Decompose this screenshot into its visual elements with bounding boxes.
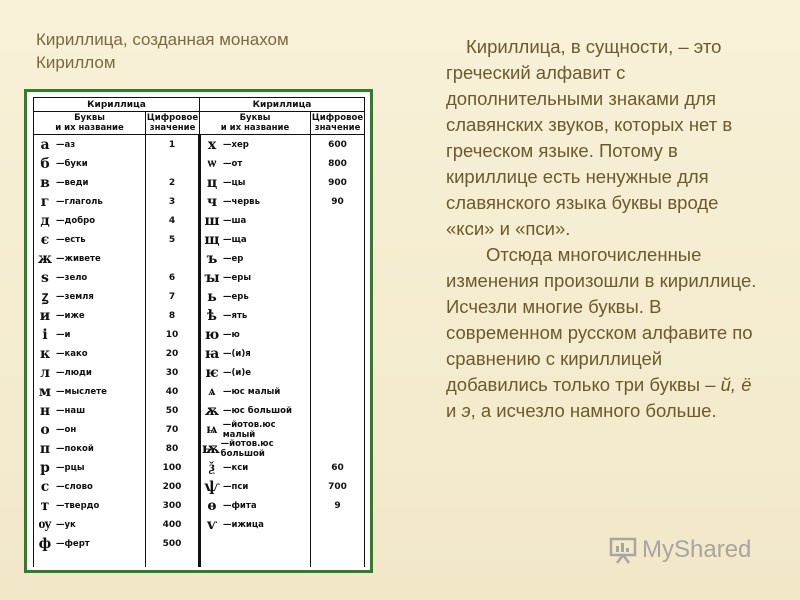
- numeric-value: 1: [168, 139, 176, 150]
- numeric-value: 200: [162, 481, 182, 492]
- numeric-value: 2: [168, 177, 176, 188]
- letter-name: —ща: [223, 234, 247, 245]
- cyrillic-glyph: ꙁ: [41, 289, 49, 305]
- myshared-logo: [608, 536, 751, 564]
- cyrillic-glyph: і: [42, 326, 48, 343]
- letter-name: —покой: [56, 443, 94, 454]
- letter-row: [201, 515, 310, 534]
- letter-name: —мыслете: [56, 386, 107, 397]
- cyrillic-glyph: ь: [207, 288, 217, 305]
- cyrillic-glyph: ꙑ: [204, 269, 220, 286]
- letter-name: —добро: [56, 215, 96, 226]
- numeric-value: [311, 344, 364, 363]
- cyrillic-glyph: а: [40, 136, 50, 153]
- numeric-value: 700: [328, 481, 347, 492]
- cyrillic-glyph: ю: [204, 326, 220, 343]
- letter-row: [201, 230, 310, 249]
- letter-row: [34, 363, 145, 382]
- letter-row: [201, 306, 310, 325]
- letter-row: [34, 135, 145, 154]
- numeric-value: [311, 287, 364, 306]
- left-letters-column: [34, 135, 146, 568]
- cyrillic-table: [33, 97, 365, 567]
- letter-row: [201, 477, 310, 496]
- letter-name: —ять: [223, 310, 248, 321]
- letter-row: [201, 154, 310, 173]
- letter-row: [201, 173, 310, 192]
- cyrillic-glyph: м: [38, 383, 52, 400]
- paragraph-1: Кириллица, в сущности, – это греческий алфавит с дополнительными знаками для славянских звуков, которых нет в греческом языке. Потому в кириллице есть ненужные для славянского языка буквы вроде «кси» и «пси».: [446, 36, 733, 239]
- numeric-value: [311, 382, 364, 401]
- presentation-board-icon: [608, 536, 638, 564]
- cyrillic-glyph: ц: [206, 174, 218, 191]
- numeric-value: 600: [328, 139, 347, 150]
- numeric-value: 9: [334, 500, 341, 511]
- cyrillic-glyph: х: [207, 136, 217, 153]
- cyrillic-glyph: ѫ: [204, 402, 220, 419]
- numeric-value: 3: [168, 196, 176, 207]
- letter-name: —кси: [223, 462, 249, 473]
- letter-name: —глаголь: [56, 196, 103, 207]
- numeric-value: [311, 401, 364, 420]
- letter-row: [201, 344, 310, 363]
- cyrillic-glyph: ѯ: [209, 459, 215, 475]
- letter-name: —зело: [56, 272, 88, 283]
- letter-row: [201, 420, 310, 439]
- letter-row: [201, 439, 310, 458]
- letter-name: —цы: [223, 177, 246, 188]
- letter-row: [34, 496, 145, 515]
- numeric-value: 60: [331, 462, 344, 473]
- letter-name: —от: [223, 158, 243, 169]
- numeric-value: [311, 306, 364, 325]
- numeric-value: 20: [165, 348, 179, 359]
- numeric-value: [311, 363, 364, 382]
- letter-name: —аз: [56, 139, 76, 150]
- letter-name: —хер: [223, 139, 249, 150]
- numeric-value: 50: [165, 405, 179, 416]
- letter-name: —ю: [223, 329, 240, 340]
- cyrillic-glyph: ѡ: [207, 155, 217, 171]
- letter-name: —рцы: [56, 462, 85, 473]
- numeric-value: [311, 230, 364, 249]
- letter-row: [201, 211, 310, 230]
- letter-name: —веди: [56, 177, 89, 188]
- cyrillic-glyph: ѕ: [41, 269, 49, 286]
- cyrillic-glyph: ѥ: [205, 364, 219, 381]
- letter-row: [34, 382, 145, 401]
- letter-name: —фита: [223, 500, 257, 511]
- numeric-value: [311, 420, 364, 439]
- cyrillic-glyph: п: [39, 440, 51, 457]
- letter-row: [34, 401, 145, 420]
- cyrillic-glyph: ѱ: [204, 478, 220, 495]
- letter-name: —ер: [223, 253, 244, 264]
- numeric-value: 80: [165, 443, 179, 454]
- table-header-left: Кириллица: [34, 98, 200, 112]
- cyrillic-glyph: ꙗ: [204, 345, 220, 362]
- numeric-value: [311, 439, 364, 458]
- letter-name: —живете: [56, 253, 101, 264]
- letter-row: [201, 401, 310, 420]
- letter-name: —червь: [223, 196, 260, 207]
- letter-name: —люди: [56, 367, 92, 378]
- letter-row: [34, 439, 145, 458]
- numeric-value: 5: [168, 234, 176, 245]
- letter-row: [34, 249, 145, 268]
- letter-name: —юс малый: [223, 386, 281, 397]
- letter-row: [201, 249, 310, 268]
- col-header-numeric: Цифровое значение: [311, 113, 364, 133]
- numeric-value: 300: [162, 500, 182, 511]
- letter-name: —ферт: [56, 538, 90, 549]
- numeric-value: 8: [168, 310, 176, 321]
- cyrillic-glyph: ѳ: [207, 497, 217, 514]
- cyrillic-glyph: ш: [204, 212, 220, 229]
- letter-row: [34, 230, 145, 249]
- cyrillic-glyph: в: [40, 174, 50, 191]
- left-numbers-column: [146, 135, 200, 568]
- cyrillic-glyph: н: [39, 402, 51, 419]
- logo-text: MyShared: [642, 536, 752, 563]
- letter-row: [201, 325, 310, 344]
- letter-name: —буки: [56, 158, 88, 169]
- letter-name: —ук: [56, 519, 76, 530]
- numeric-value: [311, 249, 364, 268]
- numeric-value: 400: [162, 519, 182, 530]
- letter-name: —есть: [56, 234, 86, 245]
- numeric-value: [311, 515, 364, 534]
- cyrillic-glyph: ж: [37, 250, 53, 267]
- cyrillic-glyph: ѩ: [206, 421, 218, 437]
- cyrillic-glyph: с: [40, 478, 50, 495]
- letter-row: [34, 458, 145, 477]
- numeric-value: 4: [168, 215, 176, 226]
- letter-name: —пси: [223, 481, 249, 492]
- letter-row: [34, 192, 145, 211]
- numeric-value: 6: [168, 272, 176, 283]
- cyrillic-glyph: г: [40, 193, 50, 210]
- letter-name: —и: [56, 329, 71, 340]
- letter-row: [34, 287, 145, 306]
- cyrillic-glyph: ф: [38, 535, 52, 552]
- letter-row: [201, 135, 310, 154]
- letter-row: [201, 458, 310, 477]
- cyrillic-glyph: л: [40, 364, 50, 381]
- col-header-letters: Буквы и их название: [200, 112, 311, 135]
- cyrillic-glyph: т: [40, 497, 50, 514]
- letter-name: —еры: [223, 272, 252, 283]
- letter-row: [34, 211, 145, 230]
- cyrillic-glyph: и: [39, 307, 51, 324]
- letter-row: [34, 534, 145, 553]
- right-numbers-column: [311, 135, 365, 568]
- cyrillic-glyph: о: [40, 421, 50, 438]
- table-header-right: Кириллица: [200, 98, 365, 112]
- numeric-value: [146, 154, 198, 173]
- cyrillic-glyph: ѵ: [206, 516, 218, 533]
- body-text: [446, 34, 766, 424]
- numeric-value: [146, 249, 198, 268]
- cyrillic-table-frame: [24, 89, 373, 573]
- letter-name: —йотов.юс большой: [220, 438, 274, 459]
- letter-row: [201, 382, 310, 401]
- cyrillic-glyph: д: [40, 212, 50, 229]
- cyrillic-glyph: р: [40, 459, 50, 476]
- letter-name: —земля: [56, 291, 94, 302]
- letter-row: [201, 496, 310, 515]
- letter-row: [34, 515, 145, 534]
- numeric-value: 800: [328, 158, 347, 169]
- letter-name: —юс большой: [223, 405, 292, 416]
- cyrillic-glyph: ѧ: [208, 383, 216, 399]
- numeric-value: 7: [168, 291, 176, 302]
- cyrillic-glyph: щ: [204, 231, 220, 248]
- numeric-value: [311, 211, 364, 230]
- letter-row: [34, 268, 145, 287]
- numeric-value: [311, 268, 364, 287]
- numeric-value: 100: [162, 462, 182, 473]
- col-header-numeric: Цифровое значение: [146, 113, 199, 133]
- col-header-letters: Буквы и их название: [34, 112, 146, 135]
- numeric-value: 10: [165, 329, 179, 340]
- letter-row: [34, 325, 145, 344]
- letter-row: [201, 363, 310, 382]
- letter-row: [34, 477, 145, 496]
- letter-row: [34, 173, 145, 192]
- slide-title: Кириллица, созданная монахом Кириллом: [36, 30, 289, 72]
- cyrillic-glyph: ѣ: [207, 307, 217, 324]
- letter-name: —наш: [56, 405, 86, 416]
- numeric-value: 900: [328, 177, 347, 188]
- letter-row: [34, 344, 145, 363]
- letter-name: —иже: [56, 310, 85, 321]
- letter-row: [34, 306, 145, 325]
- numeric-value: [311, 325, 364, 344]
- letter-name: —(и)е: [223, 367, 251, 378]
- cyrillic-glyph: ѹ: [38, 516, 52, 532]
- letter-row: [201, 192, 310, 211]
- letter-name: —ижица: [223, 519, 264, 530]
- letter-row: [201, 268, 310, 287]
- numeric-value: 90: [331, 196, 344, 207]
- letter-name: —твердо: [56, 500, 100, 511]
- numeric-value: 40: [165, 386, 179, 397]
- numeric-value: 500: [162, 538, 182, 549]
- paragraph-2: Отсюда многочисленные изменения произошли в кириллице. Исчезли многие буквы. В современном русском алфавите по сравнению с кириллицей добавились только три буквы – й, ё и э, а исчезло намного больше.: [446, 244, 757, 421]
- cyrillic-glyph: б: [40, 155, 50, 172]
- letter-name: —како: [56, 348, 88, 359]
- letter-name: —ша: [223, 215, 247, 226]
- numeric-value: 30: [165, 367, 179, 378]
- right-letters-column: [200, 135, 311, 568]
- cyrillic-glyph: є: [40, 231, 50, 248]
- cyrillic-glyph: ѭ: [201, 440, 220, 457]
- letter-name: —йотов.юс малый: [222, 419, 276, 440]
- letter-row: [34, 420, 145, 439]
- cyrillic-glyph: ъ: [206, 250, 218, 267]
- letter-row: [34, 154, 145, 173]
- cyrillic-glyph: ч: [206, 193, 218, 210]
- letter-name: —слово: [56, 481, 93, 492]
- numeric-value: 70: [165, 424, 179, 435]
- letter-name: —ерь: [223, 291, 249, 302]
- letter-name: —(и)я: [223, 348, 251, 359]
- letter-row: [201, 287, 310, 306]
- letter-name: —он: [56, 424, 77, 435]
- cyrillic-glyph: к: [39, 345, 51, 362]
